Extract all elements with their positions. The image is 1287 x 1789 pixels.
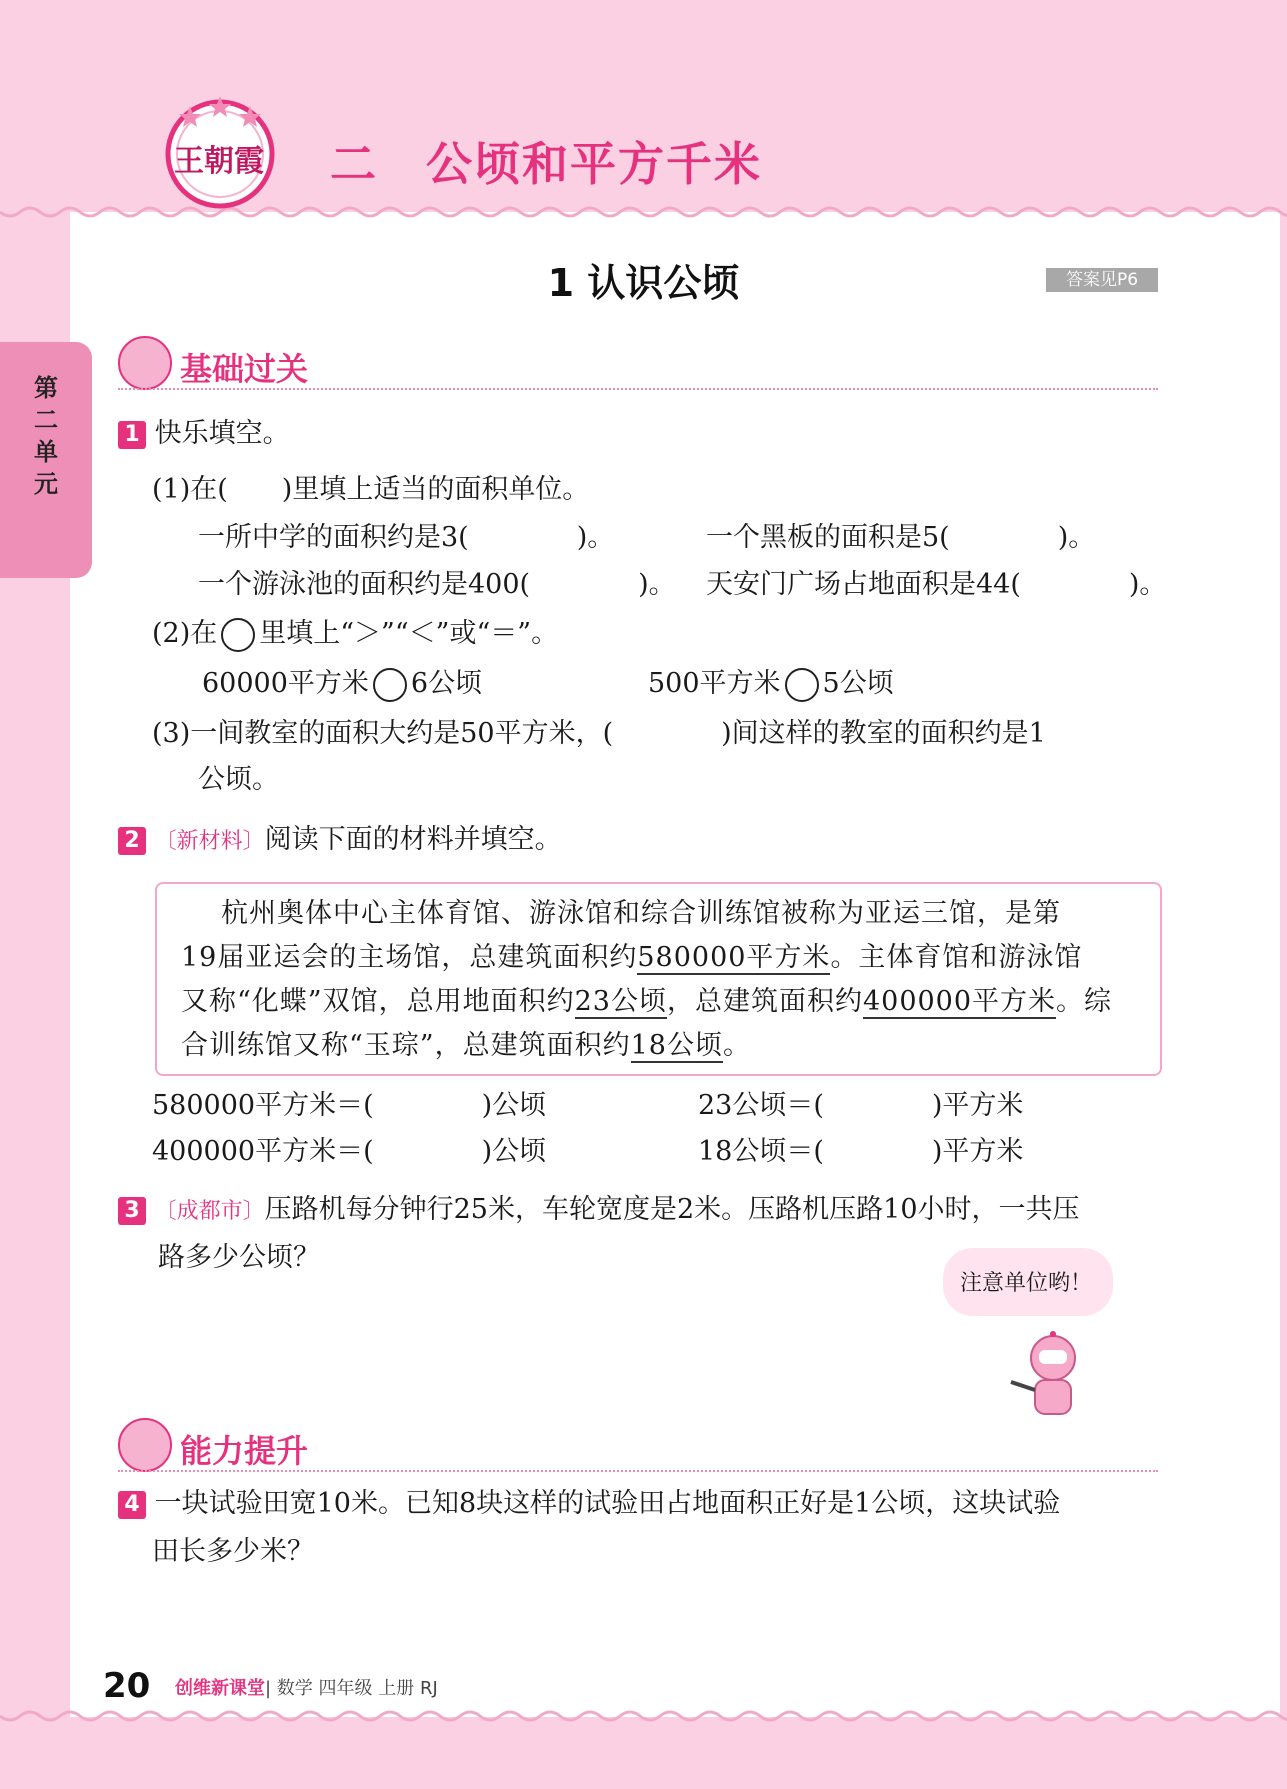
footer-info — [175, 1674, 438, 1700]
unit-title: 二 公顷和平方千米 — [330, 137, 762, 191]
section-header-basic — [118, 336, 1168, 392]
q2-fill-1: 580000平方米＝( )公顷 — [152, 1090, 547, 1121]
q1-part1-a: 一所中学的面积约是3( )。 — [198, 522, 615, 553]
question-text: 快乐填空。 — [154, 418, 290, 449]
question-number-badge: 2 — [118, 827, 146, 855]
underlined-value: 580000平方米 — [637, 942, 831, 973]
lesson-title: 1 认识公顷 — [547, 261, 740, 305]
question-number-badge: 4 — [118, 1491, 146, 1519]
question-text: 压路机每分钟行25米，车轮宽度是2米。压路机压路10小时，一共压 — [264, 1194, 1080, 1225]
q2-fill-3: 400000平方米＝( )公顷 — [152, 1136, 547, 1167]
text: 合训练馆又称“玉琮”，总建筑面积约 — [181, 1030, 631, 1061]
underlined-value: 23公顷 — [574, 986, 667, 1017]
compare-left: 60000平方米 — [202, 668, 369, 699]
q1-part1-b: 一个黑板的面积是5( )。 — [706, 522, 1096, 553]
material-line-3 — [181, 984, 1112, 1020]
question-tag: 〔新材料〕 — [154, 829, 265, 854]
compare-right: 6公顷 — [410, 668, 483, 699]
question-3-line1 — [118, 1192, 1080, 1230]
q1-part3-line1: (3)一间教室的面积大约是50平方米，( )间这样的教室的面积约是1 — [152, 718, 1046, 749]
reading-material-box — [155, 882, 1162, 1076]
question-number-badge: 3 — [118, 1197, 146, 1225]
underlined-value: 400000平方米 — [862, 986, 1057, 1017]
question-4-line2: 田长多少米？ — [152, 1536, 314, 1567]
hint-bubble-text: 注意单位哟！ — [960, 1271, 1093, 1296]
q1-part1-d: 天安门广场占地面积是44( )。 — [706, 569, 1167, 600]
q1-part2-b — [648, 666, 894, 702]
material-line-1: 杭州奥体中心主体育馆、游泳馆和综合训练馆被称为亚运三馆，是第 — [221, 898, 1061, 929]
section-avatar-icon — [118, 336, 172, 390]
text: 。主体育馆和游泳馆 — [830, 942, 1083, 973]
text: ，总建筑面积约 — [666, 986, 863, 1017]
text: 19届亚运会的主场馆，总建筑面积约 — [181, 942, 638, 973]
footer-book-info: | 数学 四年级 上册 RJ — [265, 1678, 438, 1699]
question-text: 阅读下面的材料并填空。 — [264, 824, 562, 855]
section-title: 基础过关 — [180, 350, 309, 388]
underlined-value: 18公顷 — [630, 1030, 723, 1061]
text: 。 — [722, 1030, 751, 1061]
text: 。综 — [1056, 986, 1113, 1017]
text: 又称“化蝶”双馆，总用地面积约 — [181, 986, 575, 1017]
footer-brand: 创维新课堂 — [175, 1678, 265, 1699]
question-tag: 〔成都市〕 — [154, 1199, 265, 1224]
unit-side-tab-label-text: 第 二 单 元 — [34, 374, 58, 498]
unit-side-tab-label — [0, 372, 92, 500]
answer-reference-badge: 答案见P6 — [1046, 268, 1158, 292]
robot-mascot-icon — [1005, 1328, 1091, 1428]
q2-fill-2: 23公顷＝( )平方米 — [698, 1090, 1024, 1121]
compare-circle-icon[interactable] — [785, 668, 819, 702]
section-divider — [118, 388, 1158, 390]
q1-part1-c: 一个游泳池的面积约是400( )。 — [198, 569, 676, 600]
q1-part1-intro: (1)在( )里填上适当的面积单位。 — [152, 474, 590, 505]
q1-part3-line2: 公顷。 — [198, 764, 279, 795]
section-divider — [118, 1470, 1158, 1472]
q1-part2-a — [202, 666, 482, 702]
section-avatar-icon — [118, 1418, 172, 1472]
logo-text: 王朝霞 — [174, 144, 264, 179]
page-number: 20 — [103, 1666, 151, 1706]
q1-part2-intro-a: (2)在 — [152, 618, 218, 649]
compare-left: 500平方米 — [648, 668, 781, 699]
question-4-line1 — [118, 1486, 1060, 1522]
question-2-title — [118, 822, 562, 860]
bottom-wave-border — [0, 1700, 1287, 1732]
compare-right: 5公顷 — [822, 668, 894, 699]
question-3-line2: 路多少公顷？ — [158, 1242, 320, 1273]
material-line-4 — [181, 1028, 751, 1064]
q1-part2-intro — [152, 616, 558, 652]
material-line-2 — [181, 940, 1082, 976]
section-title: 能力提升 — [180, 1432, 309, 1470]
section-header-advanced — [118, 1418, 1168, 1474]
q1-part2-intro-b: 里填上“＞”“＜”或“＝”。 — [259, 618, 559, 649]
compare-circle-icon[interactable] — [373, 668, 407, 702]
q2-fill-4: 18公顷＝( )平方米 — [698, 1136, 1024, 1167]
compare-circle-icon — [221, 618, 255, 652]
question-number-badge: 1 — [118, 421, 146, 449]
question-1-title — [118, 416, 290, 452]
question-text: 一块试验田宽10米。已知8块这样的试验田占地面积正好是1公顷，这块试验 — [154, 1488, 1061, 1519]
